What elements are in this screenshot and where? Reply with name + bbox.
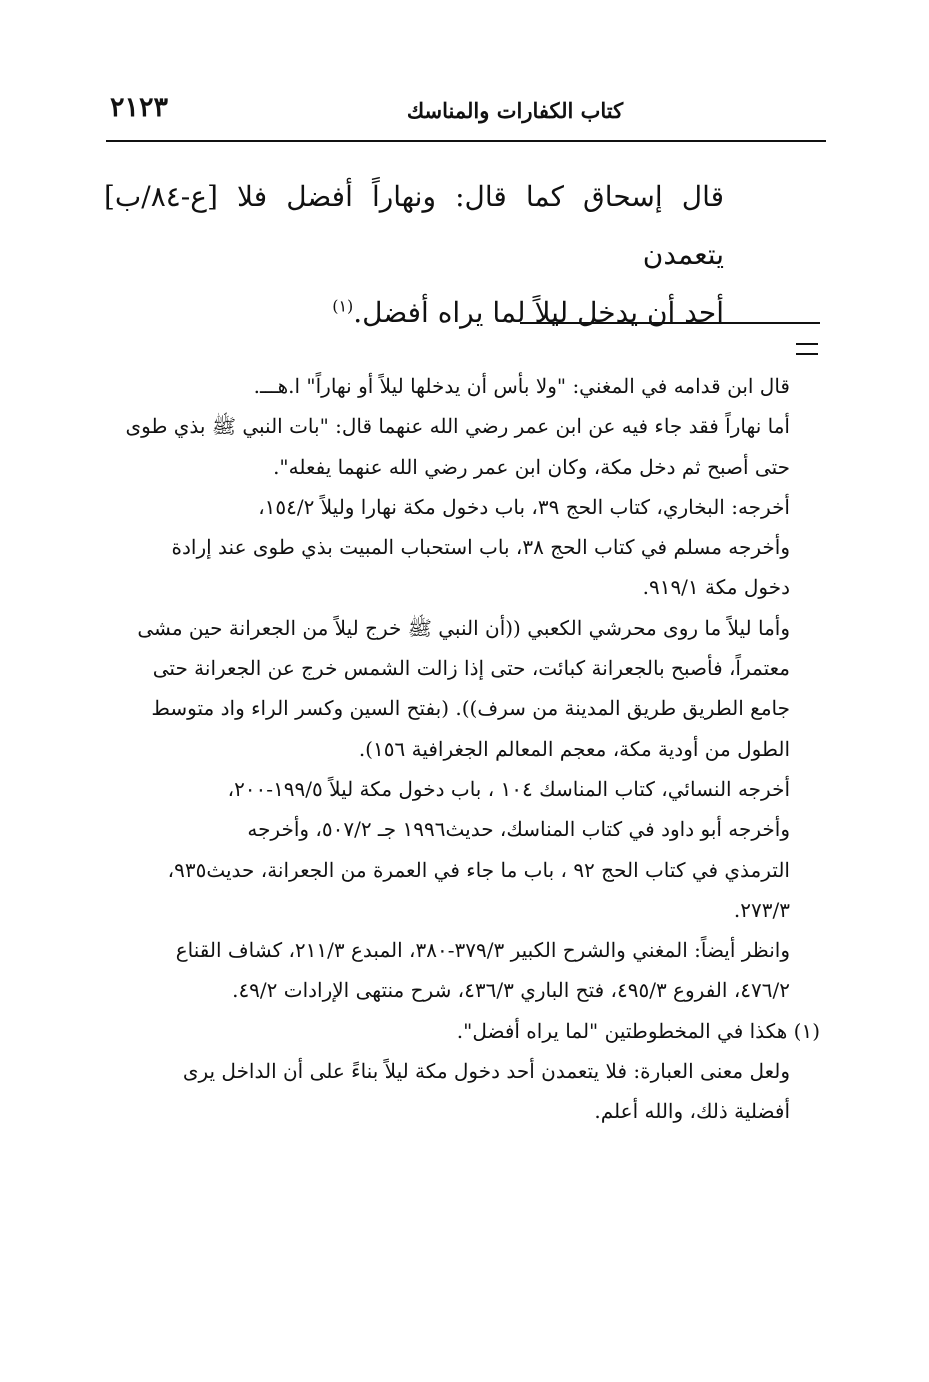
running-title: كتاب الكفارات والمناسك <box>406 98 624 123</box>
main-text <box>104 168 724 342</box>
footnote-line: أخرجه النسائي، كتاب المناسك ١٠٤ ، باب دخول مكة ليلاً ١٩٩/٥-٢٠٠، <box>227 776 790 801</box>
footnote-line: أما نهاراً فقد جاء فيه عن ابن عمر رضي الله عنهما قال: "بات النبي ﷺ بذي طوى <box>125 414 790 439</box>
header-rule <box>106 140 826 142</box>
main-text-line <box>104 284 724 342</box>
footnote-line: ٢٧٣/٣. <box>733 897 790 922</box>
footnote-line: الترمذي في كتاب الحج ٩٢ ، باب ما جاء في العمرة من الجعرانة، حديث٩٣٥، <box>167 857 790 882</box>
main-text-line: قال إسحاق كما قال: ونهاراً أفضل فلا [ع-٨٤/ب] يتعمدن <box>104 180 724 271</box>
page-number: ٢١٢٣ <box>110 92 169 123</box>
footnote-line: دخول مكة ٩١٩/١. <box>642 575 790 600</box>
footnote-line: وأخرجه أبو داود في كتاب المناسك، حديث١٩٩٦ جـ ٥٠٧/٢، وأخرجه <box>247 817 790 842</box>
footnotes <box>102 366 820 1132</box>
footnote-line: (١) هكذا في المخطوطتين "لما يراه أفضل". <box>456 1018 820 1043</box>
footnote-line: وانظر أيضاً: المغني والشرح الكبير ٣٧٩/٣-٣٨٠، المبدع ٢١١/٣، كشاف القناع <box>175 938 790 963</box>
page-header <box>110 92 826 134</box>
footnote-line: قال ابن قدامه في المغني: "ولا بأس أن يدخلها ليلاً أو نهاراً" ا.هـــ. <box>253 374 790 398</box>
footnote-line: حتى أصبح ثم دخل مكة، وكان ابن عمر رضي الله عنهما يفعله". <box>273 454 790 479</box>
footnote-line: جامع الطريق طريق المدينة من سرف)). (بفتح السين وكسر الراء واد متوسط <box>151 696 790 721</box>
footnote-line: معتمراً، فأصبح بالجعرانة كبائت، حتى إذا زالت الشمس خرج عن الجعرانة حتى <box>152 656 790 681</box>
footnote-line: أفضلية ذلك، والله أعلم. <box>594 1099 790 1124</box>
footnote-continuation-mark <box>796 343 818 355</box>
main-text-line-content: أحد أن يدخل ليلاً لما يراه أفضل. <box>353 296 724 329</box>
footnote-line: ٤٧٦/٢، الفروع ٤٩٥/٣، فتح الباري ٤٣٦/٣، شرح منتهى الإرادات ٤٩/٢. <box>232 978 790 1003</box>
footnote-line: وأما ليلاً ما روى محرشي الكعبي ((أن النبي ﷺ خرج ليلاً من الجعرانة حين مشى <box>137 615 790 640</box>
footnote-line: ولعل معنى العبارة: فلا يتعمدن أحد دخول مكة ليلاً بناءً على أن الداخل يرى <box>182 1059 790 1084</box>
footnote-reference: (١) <box>332 296 354 316</box>
footnote-line: وأخرجه مسلم في كتاب الحج ٣٨، باب استحباب المبيت بذي طوى عند إرادة <box>171 535 790 560</box>
footnote-line: الطول من أودية مكة، معجم المعالم الجغرافية ١٥٦). <box>358 736 790 761</box>
footnote-line: أخرجه: البخاري، كتاب الحج ٣٩، باب دخول مكة نهارا وليلاً ١٥٤/٢، <box>258 494 790 519</box>
footnote-separator <box>520 322 820 324</box>
